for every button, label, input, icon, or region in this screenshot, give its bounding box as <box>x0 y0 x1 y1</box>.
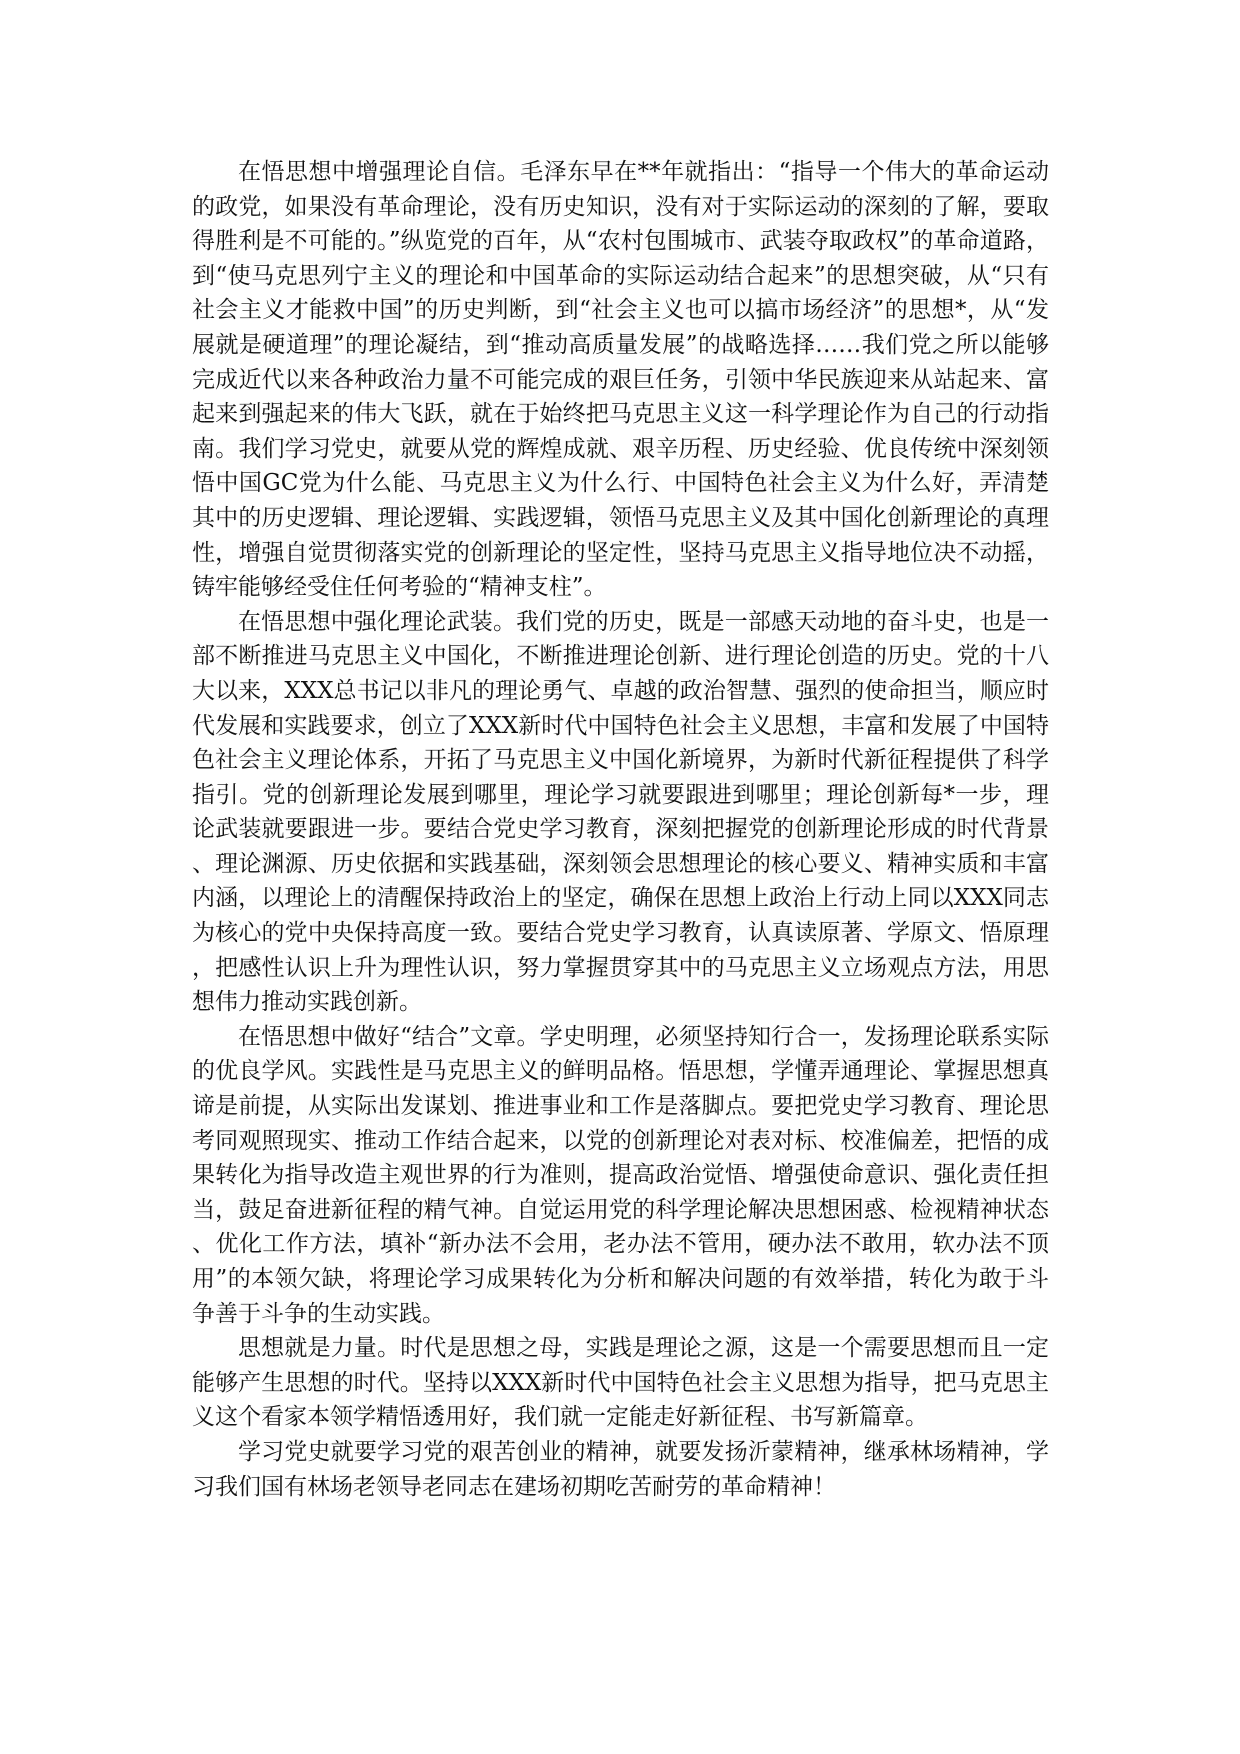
document-page <box>192 155 1049 1504</box>
paragraph-combination: 在悟思想中做好“结合”文章。学史明理，必须坚持知行合一，发扬理论联系实际的优良学风。实践性是马克思主义的鲜明品格。悟思想，学懂弄通理论、掌握思想真谛是前提，从实际出发谋划、推进事业和工作是落脚点。要把党史学习教育、理论思考同观照现实、推动工作结合起来，以党的创新理论对表对标、校准偏差，把悟的成果转化为指导改造主观世界的行为准则，提高政治觉悟、增强使命意识、强化责任担当，鼓足奋进新征程的精气神。自觉运用党的科学理论解决思想困惑、检视精神状态、优化工作方法，填补“新办法不会用，老办法不管用，硬办法不敢用，软办法不顶用”的本领欠缺，将理论学习成果转化为分析和解决问题的有效举措，转化为敢于斗争善于斗争的生动实践。 <box>192 1023 1049 1327</box>
paragraph-theory-confidence: 在悟思想中增强理论自信。毛泽东早在**年就指出：“指导一个伟大的革命运动的政党，如果没有革命理论，没有历史知识，没有对于实际运动的深刻的了解，要取得胜利是不可能的。”纵览党的百年，从“农村包围城市、武装夺取政权”的革命道路，到“使马克思列宁主义的理论和中国革命的实际运动结合起来”的思想突破，从“只有社会主义才能救中国”的历史判断，到“社会主义也可以搞市场经济”的思想*，从“发展就是硬道理”的理论凝结，到“推动高质量发展”的战略选择……我们党之所以能够完成近代以来各种政治力量不可能完成的艰巨任务，引领中华民族迎来从站起来、富起来到强起来的伟大飞跃，就在于始终把马克思主义这一科学理论作为自己的行动指南。我们学习党史，就要从党的辉煌成就、艰辛历程、历史经验、优良传统中深刻领悟中国GC党为什么能、马克思主义为什么行、中国特色社会主义为什么好，弄清楚其中的历史逻辑、理论逻辑、实践逻辑，领悟马克思主义及其中国化创新理论的真理性，增强自觉贯彻落实党的创新理论的坚定性，坚持马克思主义指导地位决不动摇，铸牢能够经受住任何考验的“精神支柱”。 <box>192 159 1049 601</box>
paragraph-forest-farm-spirit: 学习党史就要学习党的艰苦创业的精神，就要发扬沂蒙精神，继承林场精神，学习我们国有林场老领导老同志在建场初期吃苦耐劳的革命精神！ <box>192 1438 1049 1500</box>
paragraph-thought-is-power: 思想就是力量。时代是思想之母，实践是理论之源，这是一个需要思想而且一定能够产生思想的时代。坚持以XXX新时代中国特色社会主义思想为指导，把马克思主义这个看家本领学精悟透用好，我们就一定能走好新征程、书写新篇章。 <box>192 1335 1049 1431</box>
paragraph-theory-armament: 在悟思想中强化理论武装。我们党的历史，既是一部感天动地的奋斗史，也是一部不断推进马克思主义中国化，不断推进理论创新、进行理论创造的历史。党的十八大以来，XXX总书记以非凡的理论勇气、卓越的政治智慧、强烈的使命担当，顺应时代发展和实践要求，创立了XXX新时代中国特色社会主义思想，丰富和发展了中国特色社会主义理论体系，开拓了马克思主义中国化新境界，为新时代新征程提供了科学指引。党的创新理论发展到哪里，理论学习就要跟进到哪里；理论创新每*一步，理论武装就要跟进一步。要结合党史学习教育，深刻把握党的创新理论形成的时代背景、理论渊源、历史依据和实践基础，深刻领会思想理论的核心要义、精神实质和丰富内涵，以理论上的清醒保持政治上的坚定，确保在思想上政治上行动上同以XXX同志为核心的党中央保持高度一致。要结合党史学习教育，认真读原著、学原文、悟原理，把感性认识上升为理性认识，努力掌握贯穿其中的马克思主义立场观点方法，用思想伟力推动实践创新。 <box>192 608 1049 1016</box>
